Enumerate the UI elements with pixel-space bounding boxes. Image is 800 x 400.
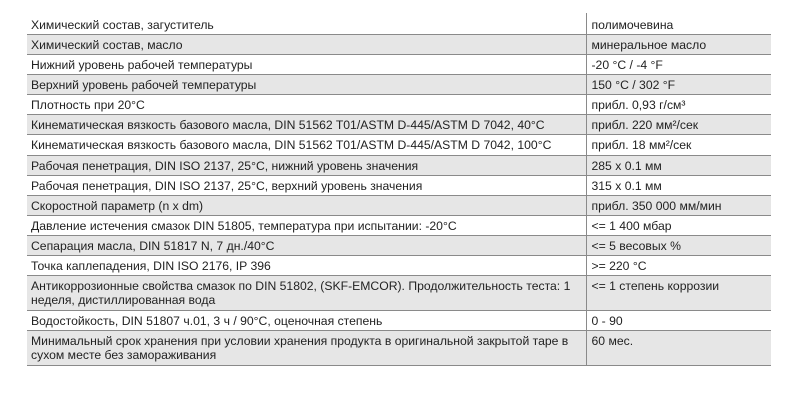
table-row xyxy=(27,276,771,311)
table-row xyxy=(27,156,771,176)
value-cell: <= 1 400 мбар xyxy=(586,216,771,236)
specifications-table-body xyxy=(27,13,771,366)
property-cell: Нижний уровень рабочей температуры xyxy=(27,55,586,75)
value-cell: прибл. 350 000 мм/мин xyxy=(586,196,771,216)
property-cell: Минимальный срок хранения при условии хранения продукта в оригинальной закрытой таре в сухом месте без замораживания xyxy=(27,331,586,366)
value-cell: <= 5 весовых % xyxy=(586,236,771,256)
table-row xyxy=(27,13,771,35)
value-cell: полимочевина xyxy=(586,13,771,35)
table-row xyxy=(27,75,771,95)
value-cell: <= 1 степень коррозии xyxy=(586,276,771,311)
property-cell: Точка каплепадения, DIN ISO 2176, IP 396 xyxy=(27,256,586,276)
table-row xyxy=(27,196,771,216)
value-cell: прибл. 0,93 г/см³ xyxy=(586,95,771,115)
table-row xyxy=(27,216,771,236)
property-cell: Верхний уровень рабочей температуры xyxy=(27,75,586,95)
table-row xyxy=(27,115,771,135)
specifications-table xyxy=(27,13,771,366)
table-row xyxy=(27,135,771,156)
table-row xyxy=(27,311,771,331)
table-row xyxy=(27,176,771,196)
property-cell: Давление истечения смазок DIN 51805, температура при испытании: -20°C xyxy=(27,216,586,236)
property-cell: Скоростной параметр (n x dm) xyxy=(27,196,586,216)
value-cell: прибл. 220 мм²/сек xyxy=(586,115,771,135)
table-row xyxy=(27,256,771,276)
table-row xyxy=(27,35,771,55)
value-cell: -20 °C / -4 °F xyxy=(586,55,771,75)
property-cell: Плотность при 20°С xyxy=(27,95,586,115)
value-cell: прибл. 18 мм²/сек xyxy=(586,135,771,156)
property-cell: Химический состав, загуститель xyxy=(27,13,586,35)
table-row xyxy=(27,236,771,256)
property-cell: Кинематическая вязкость базового масла, DIN 51562 T01/ASTM D-445/ASTM D 7042, 100°C xyxy=(27,135,586,156)
property-cell: Антикоррозионные свойства смазок по DIN 51802, (SKF-EMCOR). Продолжительность теста: 1 неделя, дистиллированная вода xyxy=(27,276,586,311)
property-cell: Водостойкость, DIN 51807 ч.01, 3 ч / 90°C, оценочная степень xyxy=(27,311,586,331)
value-cell: 0 - 90 xyxy=(586,311,771,331)
value-cell: 150 °C / 302 °F xyxy=(586,75,771,95)
table-row xyxy=(27,55,771,75)
table-row xyxy=(27,95,771,115)
value-cell: 60 мес. xyxy=(586,331,771,366)
value-cell: минеральное масло xyxy=(586,35,771,55)
property-cell: Рабочая пенетрация, DIN ISO 2137, 25°C, верхний уровень значения xyxy=(27,176,586,196)
table-row xyxy=(27,331,771,366)
property-cell: Химический состав, масло xyxy=(27,35,586,55)
property-cell: Рабочая пенетрация, DIN ISO 2137, 25°C, нижний уровень значения xyxy=(27,156,586,176)
value-cell: 285 x 0.1 мм xyxy=(586,156,771,176)
value-cell: 315 x 0.1 мм xyxy=(586,176,771,196)
property-cell: Сепарация масла, DIN 51817 N, 7 дн./40°C xyxy=(27,236,586,256)
property-cell: Кинематическая вязкость базового масла, DIN 51562 T01/ASTM D-445/ASTM D 7042, 40°C xyxy=(27,115,586,135)
value-cell: >= 220 °C xyxy=(586,256,771,276)
